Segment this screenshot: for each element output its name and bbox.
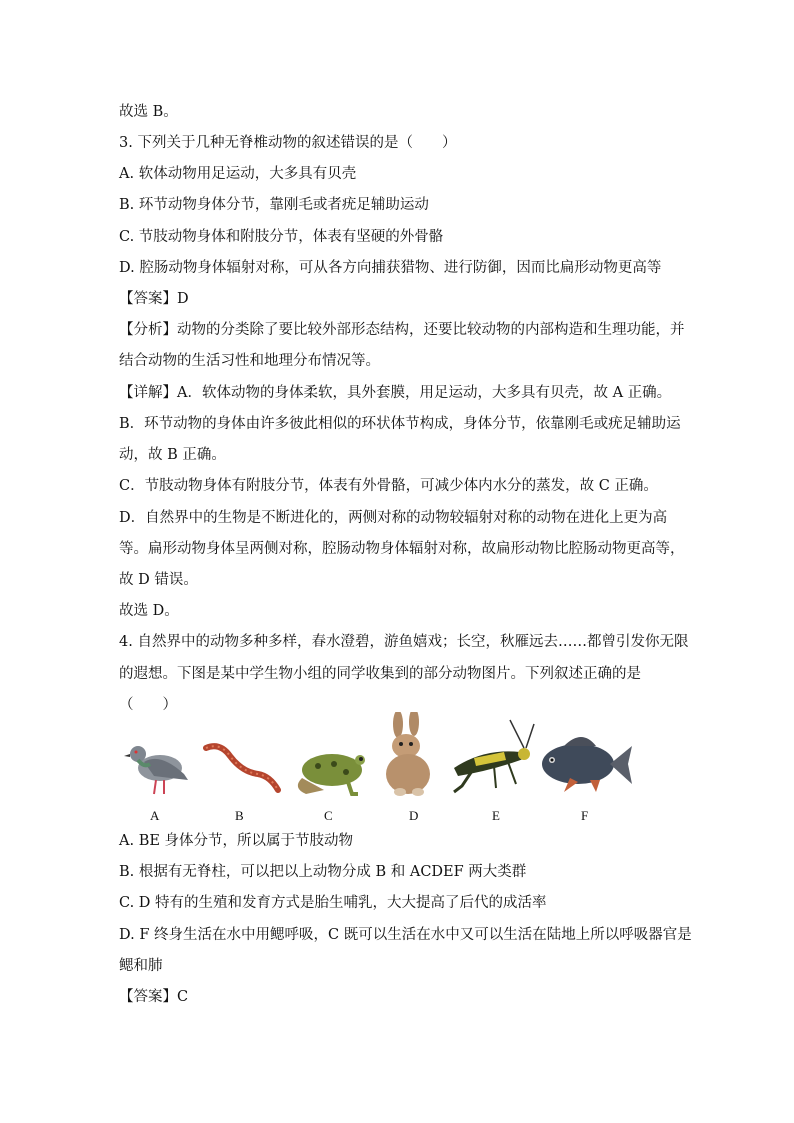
question-4-option-d-continued: 鳃和肺: [119, 958, 163, 974]
explanation-d: D．自然界中的生物是不断进化的，两侧对称的动物较辐射对称的动物在进化上更为高: [119, 510, 668, 526]
question-4-stem-continued: 的遐想。下图是某中学生物小组的同学收集到的部分动物图片。下列叙述正确的是: [119, 666, 641, 682]
question-4-option-c: C. D 特有的生殖和发育方式是胎生哺乳，大大提高了后代的成活率: [119, 895, 547, 911]
explanation-c: C．节肢动物身体有附肢分节，体表有外骨骼，可减少体内水分的蒸发，故 C 正确。: [119, 478, 658, 494]
question-4-option-d: D. F 终身生活在水中用鳃呼吸，C 既可以生活在水中又可以生活在陆地上所以呼吸器官是: [119, 927, 692, 943]
question-3-option-a: A. 软体动物用足运动，大多具有贝壳: [119, 166, 357, 182]
question-4-option-b: B. 根据有无脊柱，可以把以上动物分成 B 和 ACDEF 两大类群: [119, 864, 527, 880]
question-4-stem: 4. 自然界中的动物多种多样，春水澄碧，游鱼嬉戏；长空，秋雁远去……都曾引发你无限: [119, 634, 689, 650]
figure-label-e: E: [492, 808, 500, 823]
question-3-stem: 3. 下列关于几种无脊椎动物的叙述错误的是（ ）: [119, 135, 457, 151]
figure-label-a: A: [150, 808, 160, 823]
earthworm-icon: [202, 738, 282, 798]
answer-label: 【答案】D: [119, 291, 189, 307]
question-4-option-a: A. BE 身体分节，所以属于节肢动物: [119, 833, 354, 849]
analysis-text-continued: 结合动物的生活习性和地理分布情况等。: [119, 353, 380, 369]
analysis-text: 【分析】动物的分类除了要比较外部形态结构，还要比较动物的内部构造和生理功能，并: [119, 322, 685, 338]
question-3-option-c: C. 节肢动物身体和附肢分节，体表有坚硬的外骨骼: [119, 229, 444, 245]
explanation-b-continued: 动，故 B 正确。: [119, 447, 226, 463]
question-3-option-b: B. 环节动物身体分节，靠刚毛或者疣足辅助运动: [119, 197, 429, 213]
fish-icon: [534, 726, 634, 798]
frog-icon: [288, 738, 372, 798]
figure-label-b: B: [235, 808, 244, 823]
explanation-a: 【详解】A．软体动物的身体柔软，具外套膜，用足运动，大多具有贝壳，故 A 正确。: [119, 385, 672, 401]
animal-figure: [120, 722, 640, 822]
figure-label-f: F: [581, 808, 589, 823]
choice-summary: 故选 D。: [119, 603, 179, 619]
figure-label-c: C: [324, 808, 333, 823]
pigeon-icon: [124, 734, 194, 798]
explanation-d-continued: 等。扁形动物身体呈两侧对称，腔肠动物身体辐射对称，故扁形动物比腔肠动物更高等，: [119, 541, 685, 557]
figure-label-d: D: [409, 808, 419, 823]
question-4-bracket: （ ）: [119, 697, 177, 713]
grasshopper-icon: [444, 718, 536, 798]
text-line: 故选 B。: [119, 104, 178, 120]
explanation-d-end: 故 D 错误。: [119, 572, 198, 588]
explanation-b: B．环节动物的身体由许多彼此相似的环状体节构成，身体分节，依靠刚毛或疣足辅助运: [119, 416, 681, 432]
question-4-answer: 【答案】C: [119, 989, 189, 1005]
question-3-option-d: D. 腔肠动物身体辐射对称，可从各方向捕获猎物、进行防御，因而比扁形动物更高等: [119, 260, 662, 276]
rabbit-icon: [376, 712, 440, 798]
